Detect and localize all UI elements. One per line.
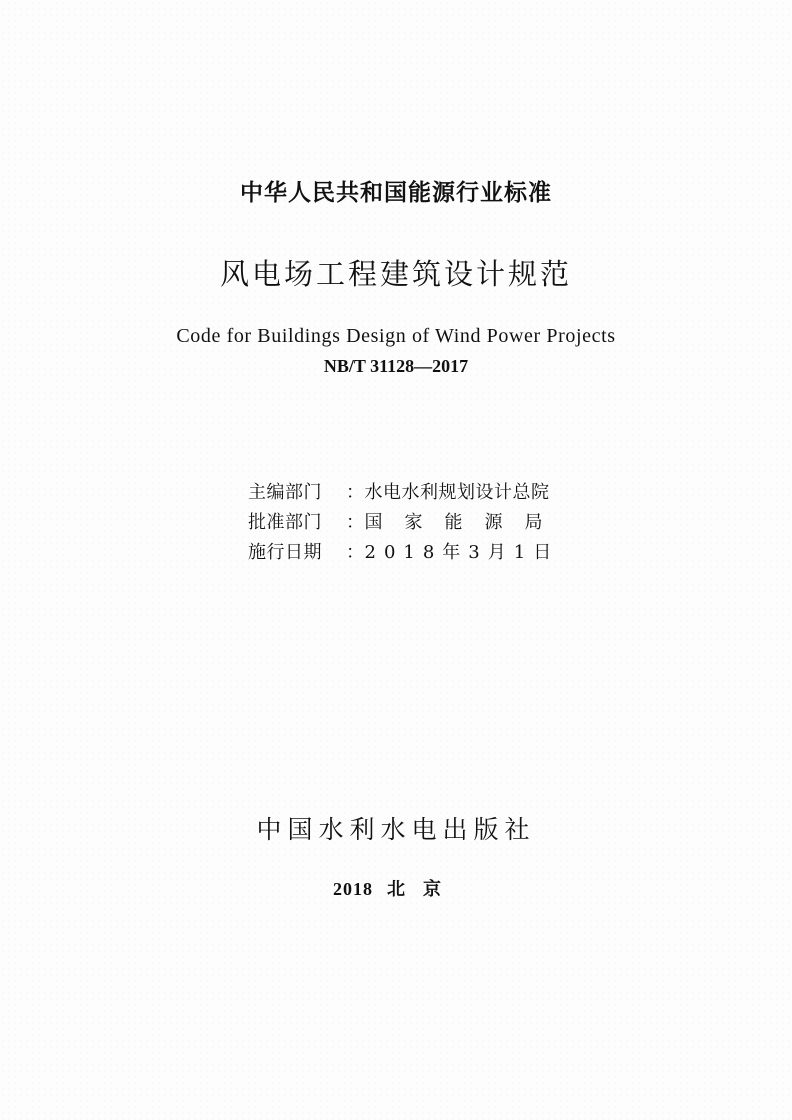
approver-department-label: 批准部门 bbox=[248, 512, 322, 533]
publication-city: 北京 bbox=[387, 879, 459, 899]
effective-date-value: 2018年3月1日 bbox=[364, 542, 560, 563]
editor-department-value: 水电水利规划设计总院 bbox=[364, 482, 550, 503]
effective-date-label: 施行日期 bbox=[248, 542, 322, 563]
effective-date-row bbox=[248, 538, 559, 564]
approver-department-row bbox=[248, 508, 565, 534]
document-title-chinese: 风电场工程建筑设计规范 bbox=[219, 257, 572, 291]
publisher-name: 中国水利水电出版社 bbox=[256, 815, 536, 844]
industry-standard-heading: 中华人民共和国能源行业标准 bbox=[240, 180, 552, 206]
editor-department-label: 主编部门 bbox=[248, 482, 322, 503]
publication-year-place bbox=[0, 875, 792, 901]
document-title-english: Code for Buildings Design of Wind Power Projects bbox=[176, 325, 616, 347]
editor-department-row bbox=[248, 478, 550, 504]
editor-colon: ： bbox=[346, 482, 365, 503]
approver-department-value: 国家能源局 bbox=[364, 512, 565, 533]
standard-code: NB/T 31128—2017 bbox=[323, 356, 469, 376]
publication-year: 2018 bbox=[333, 879, 373, 899]
approver-colon: ： bbox=[346, 512, 365, 533]
effective-colon: ： bbox=[346, 542, 365, 563]
